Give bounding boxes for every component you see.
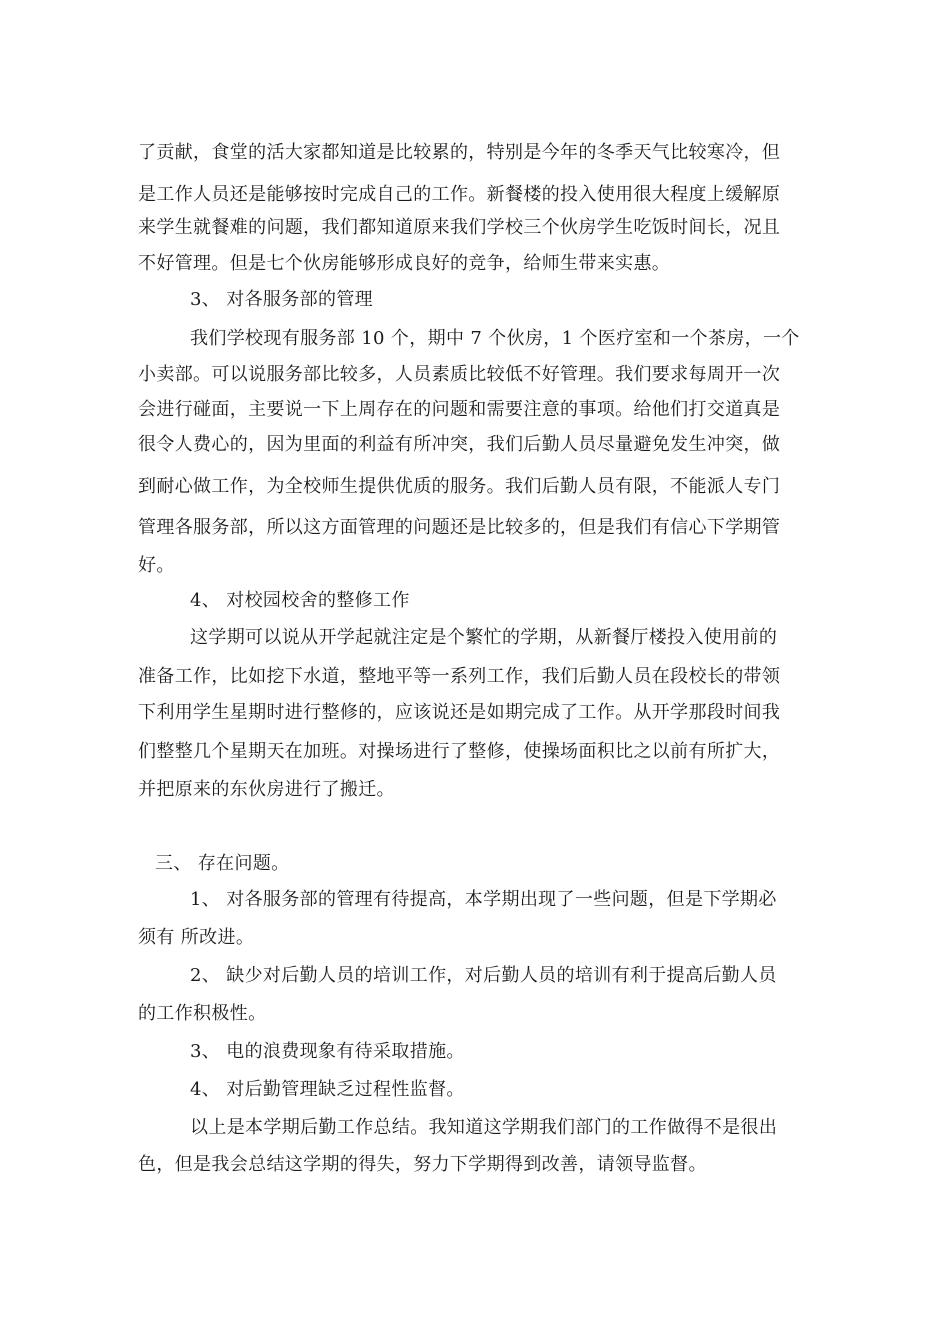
paragraph-line: 下利用学生星期时进行整修的，应该说还是如期完成了工作。从开学那段时间我 <box>138 702 781 723</box>
subheading-4: 4、 对校园校舍的整修工作 <box>190 590 410 611</box>
list-item: 1、 对各服务部的管理有待提高，本学期出现了一些问题，但是下学期必 <box>190 889 777 910</box>
paragraph-line: 很令人费心的，因为里面的利益有所冲突，我们后勤人员尽量避免发生冲突，做 <box>138 434 781 455</box>
paragraph-line: 并把原来的东伙房进行了搬迁。 <box>138 779 395 800</box>
list-item-continuation: 须有 所改进。 <box>138 927 255 948</box>
list-item: 2、 缺少对后勤人员的培训工作，对后勤人员的培训有利于提高后勤人员 <box>190 965 777 986</box>
paragraph-line: 会进行碰面，主要说一下上周存在的问题和需要注意的事项。给他们打交道真是 <box>138 399 781 420</box>
paragraph-line: 这学期可以说从开学起就注定是个繁忙的学期，从新餐厅楼投入使用前的 <box>190 627 778 648</box>
paragraph-line: 是工作人员还是能够按时完成自己的工作。新餐楼的投入使用很大程度上缓解原 <box>138 184 781 205</box>
paragraph-line: 我们学校现有服务部 10 个，期中 7 个伙房，1 个医疗室和一个茶房，一个 <box>190 328 800 349</box>
paragraph-line: 们整整几个星期天在加班。对操场进行了整修，使操场面积比之以前有所扩大， <box>138 741 781 762</box>
section-heading: 三、 存在问题。 <box>155 853 290 874</box>
subheading-3: 3、 对各服务部的管理 <box>190 289 374 310</box>
paragraph-line: 了贡献，食堂的活大家都知道是比较累的，特别是今年的冬季天气比较寒冷，但 <box>138 142 781 163</box>
list-item-continuation: 的工作积极性。 <box>138 1003 267 1024</box>
paragraph-line: 小卖部。可以说服务部比较多，人员素质比较低不好管理。我们要求每周开一次 <box>138 364 781 385</box>
paragraph-line: 准备工作，比如挖下水道，整地平等一系列工作，我们后勤人员在段校长的带领 <box>138 666 781 687</box>
paragraph-line: 来学生就餐难的问题，我们都知道原来我们学校三个伙房学生吃饭时间长，况且 <box>138 217 781 238</box>
paragraph-line: 好。 <box>138 555 175 576</box>
paragraph-line: 不好管理。但是七个伙房能够形成良好的竞争，给师生带来实惠。 <box>138 253 671 274</box>
paragraph-line: 以上是本学期后勤工作总结。我知道这学期我们部门的工作做得不是很出 <box>190 1117 778 1138</box>
paragraph-line: 到耐心做工作，为全校师生提供优质的服务。我们后勤人员有限，不能派人专门 <box>138 476 781 497</box>
paragraph-line: 色，但是我会总结这学期的得失，努力下学期得到改善，请领导监督。 <box>138 1154 707 1175</box>
list-item: 4、 对后勤管理缺乏过程性监督。 <box>190 1079 465 1100</box>
paragraph-line: 管理各服务部，所以这方面管理的问题还是比较多的，但是我们有信心下学期管 <box>138 517 781 538</box>
list-item: 3、 电的浪费现象有待采取措施。 <box>190 1041 465 1062</box>
